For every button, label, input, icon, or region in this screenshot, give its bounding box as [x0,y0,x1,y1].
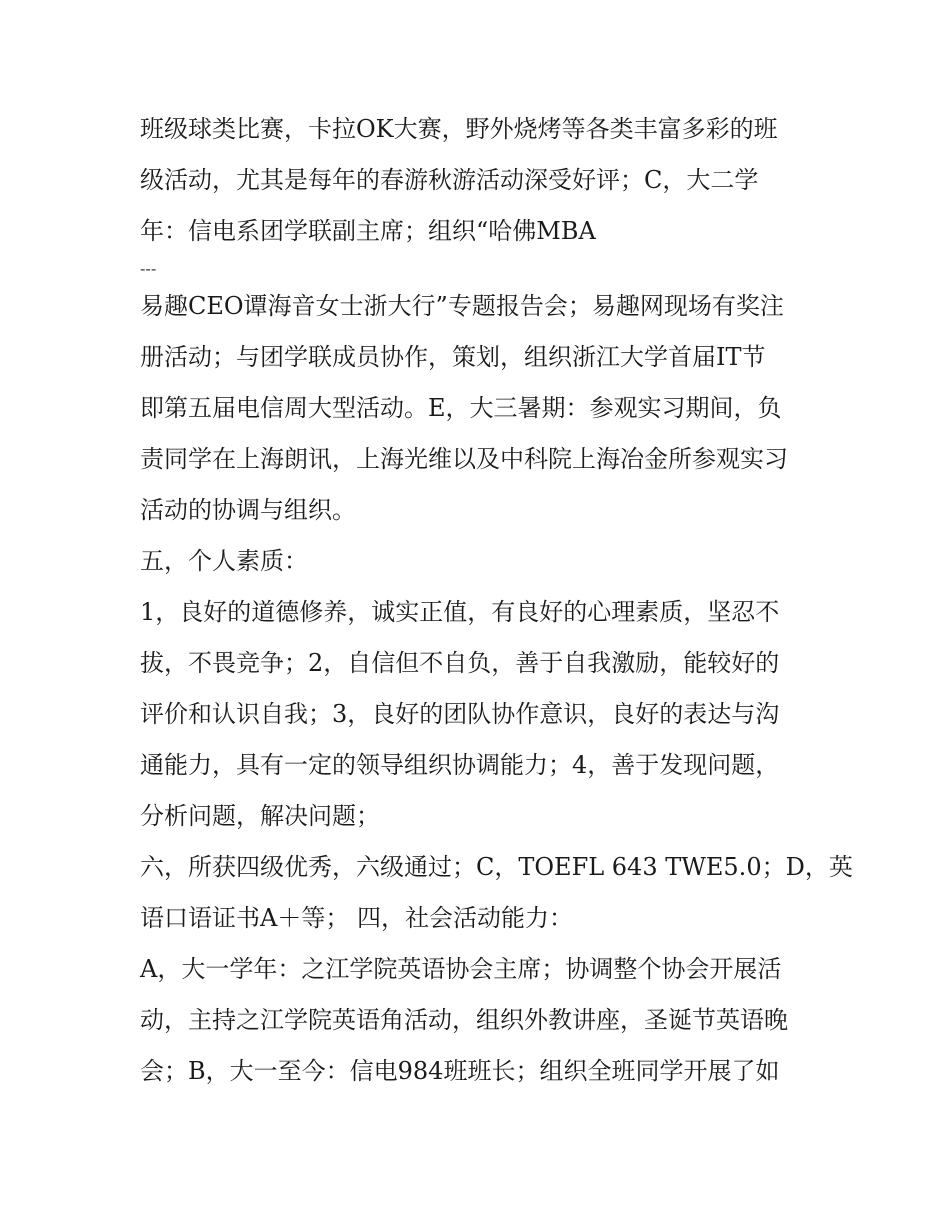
text-line: 班级球类比赛，卡拉OK大赛，野外烧烤等各类丰富多彩的班 [140,115,778,143]
text-line: 易趣CEO谭海音女士浙大行”专题报告会；易趣网现场有奖注 [140,292,784,320]
text-line: 册活动；与团学联成员协作，策划，组织浙江大学首届IT节 [140,343,766,371]
section-heading: 五，个人素质： [140,547,308,575]
text-line: 责同学在上海朗讯，上海光维以及中科院上海冶金所参观实习 [140,445,788,473]
document-body [140,104,853,1097]
text-line: 拔，不畏竞争；2，自信但不自负，善于自我激励，能较好的 [140,649,780,677]
text-line: 会；B，大一至今：信电984班班长；组织全班同学开展了如 [140,1057,780,1085]
text-line: 活动的协调与组织。 [140,496,356,524]
text-line: 通能力，具有一定的领导组织协调能力；4，善于发现问题， [140,751,780,779]
text-line: 1，良好的道德修养，诚实正值，有良好的心理素质，坚忍不 [140,598,780,626]
text-line: 分析问题，解决问题； [140,802,380,830]
text-line: 年：信电系团学联副主席；组织“哈佛MBA [140,217,596,245]
text-line: 六，所获四级优秀，六级通过；C，TOEFL 643 TWE5.0；D，英 [140,853,853,881]
text-line: 评价和认识自我；3，良好的团队协作意识，良好的表达与沟 [140,700,780,728]
text-line: 动，主持之江学院英语角活动，组织外教讲座，圣诞节英语晚 [140,1006,788,1034]
text-line: 级活动，尤其是每年的春游秋游活动深受好评；C，大二学 [140,166,759,194]
text-line: 即第五届电信周大型活动。E，大三暑期：参观实习期间，负 [140,394,782,422]
text-line: A，大一学年：之江学院英语协会主席；协调整个协会开展活 [140,955,782,983]
page-separator: --- [140,259,157,278]
text-line: 语口语证书A＋等； 四，社会活动能力： [140,904,573,932]
